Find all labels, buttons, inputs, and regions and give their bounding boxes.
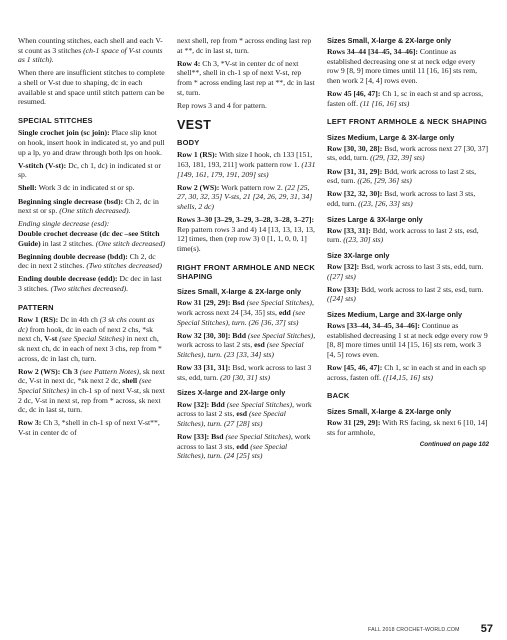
rf-row-33: Row 33 [31, 31]: Bsd, work across to last 3 sts, edd, turn. (20 [30, 31] sts) [177, 363, 312, 382]
pattern-heading: PATTERN [18, 302, 54, 312]
size-subheading: Sizes X-large and 2X-large only [177, 388, 286, 398]
body-row-2: Row 2 (WS): Work pattern row 2. (22 [25, 27, 30, 32, 35] V-sts, 21 [24, 26, 29, 31, 34] shells, 2 dc) [177, 182, 313, 211]
lf-row-30: Row [30, 30, 28]: Bsd, work across next 27 [30, 37] sts, edd, turn. ((29, [32, 39] sts) [327, 143, 489, 163]
pattern-row-3: Row 3: Ch 3, *shell in ch-1 sp of next V-st**, V-st in center dc of [18, 418, 160, 437]
stitch-edd: Ending double decrease (edd): Dc dec in last 3 stitches. (Two stitches decreased). [18, 274, 162, 293]
rf-row-31: Row 31 [29, 29]: Bsd (see Special Stitches), work across next 24 [34, 35] sts, edd (see Special Stitches), turn. (26 [36, 37] sts) [177, 298, 314, 327]
special-stitches-heading: SPECIAL STITCHES [18, 115, 93, 125]
pattern-row-1: Row 1 (RS): Dc in 4th ch (3 sk chs count as dc) from hook, dc in each of next 2 chs, *sk next ch, V-st (see Special Stitches) in next ch, sk next ch, dc in each of next 3 chs, rep from * across, dc in last ch, turn. [18, 315, 162, 363]
left-front-heading: LEFT FRONT ARMHOLE & NECK SHAPING [327, 117, 488, 127]
stitch-bdd: Beginning double decrease (bdd): Ch 2, dc dec in next 2 stitches. (Two stitches decreased) [18, 251, 162, 271]
size-subheading: Sizes Medium, Large & 3X-large only [327, 132, 455, 142]
note-stitch-count: When counting stitches, each shell and each V-st count as 3 stitches (ch-1 space of V-st counts as 1 stitch). [18, 36, 163, 65]
stitch-sc-join: Single crochet join (sc join): Place slip knot on hook, insert hook in indicated st, yo and pull up a lp, yo and draw through both lps on hook. [18, 128, 165, 157]
lf-row-31: Row [31, 31, 29]: Bdd, work across to last 2 sts, esd, turn. ((26, [29, 36] sts) [327, 166, 477, 186]
column-2 [177, 36, 316, 464]
continued-note: Continued on page 102 [419, 440, 489, 448]
note-insufficient-stitches: When there are insufficient stitches to complete a shell or V-st due to shaping, dc in each available st and space until stitch pattern can be resumed. [18, 68, 165, 107]
lf-row-32-3x: Row [32]: Bsd, work across to last 3 sts, edd, turn. ([27] sts) [327, 262, 484, 281]
stitch-shell: Shell: Work 3 dc in indicated st or sp. [18, 183, 135, 193]
size-subheading: Sizes Medium, Large and 3X-large only [327, 310, 463, 320]
page-number: 57 [480, 623, 493, 635]
rf-row-45: Row 45 [46, 47]: Ch 1, sc in each st and sp across, fasten off. (11 [16, 16] sts) [327, 89, 484, 108]
body-row-1: Row 1 (RS): With size I hook, ch 133 [151, 163, 181, 193, 211] work pattern row 1. (131 [149, 161, 179, 191, 209] sts) [177, 150, 316, 179]
vest-heading: VEST [177, 118, 212, 133]
stitch-esd: Ending single decrease (esd): [18, 219, 110, 229]
size-subheading: Sizes Small, X-large & 2X-large only [327, 406, 452, 416]
right-front-heading: RIGHT FRONT ARMHOLE AND NECK SHAPING [177, 262, 315, 281]
size-subheading: Sizes Large & 3X-large only [327, 214, 423, 224]
rf-row-32: Row 32 [30, 30]: Bdd (see Special Stitches), work across to last 2 sts, esd (see Special Stitches), turn. (23 [33, 34] sts) [177, 330, 316, 360]
size-subheading: Sizes Small, X-large & 2X-large only [327, 36, 452, 45]
lf-rows-33-46: Rows [33–44, 34–45, 34–46]: Continue as established decreasing 1 st at neck edge every row 9 [8, 8] more times until 14 [15, 16] sts rem, work 3 [4, 5] rows even. [327, 321, 488, 360]
back-row-31: Row 31 [29, 29]: With RS facing, sk next 6 [10, 14] sts for armhole, [327, 417, 488, 437]
lf-row-45-47: Row [45, 46, 47]: Ch 1, sc in each st and in each sp across, fasten off. ([14,15, 16] sts) [327, 363, 486, 382]
back-heading: BACK [327, 391, 350, 401]
lf-row-32: Row [32, 32, 30]: Bsd, work across to last 3 sts, edd, turn. ((23, [26, 33] sts) [327, 189, 476, 208]
rf-rows-34-44: Rows 34–44 [34–45, 34–46]: Continue as established decreasing one st at neck edge every row 9 [8, 9] more times until 11 [16, 16] sts rem, then work 2 [4, 4] rows even. [327, 47, 478, 85]
pattern-row-4: Row 4: Ch 3, *V-st in center dc of next shell**, shell in ch-1 sp of next V-st, rep from * across ending last rep at **, dc in last st, turn. [177, 58, 315, 97]
pattern-row-3-cont: next shell, rep from * across ending last rep at **, dc in last st, turn. [177, 36, 312, 55]
rf-row-33-xl: Row [33]: Bsd (see Special Stitches), work across to last 3 sts, edd (see Special Stitches), turn. (24 [25] sts) [177, 431, 311, 461]
pattern-repeat-note: Rep rows 3 and 4 for pattern. [177, 100, 267, 110]
column-3 [327, 36, 489, 449]
lf-row-33-3x: Row [33]: Bdd, work across to last 2 sts, esd, turn. ([24] sts) [327, 284, 484, 304]
stitch-dc-dec: Double crochet decrease (dc dec –see Stitch Guide) in last 2 stitches. (One stitch decreased) [18, 228, 166, 248]
stitch-v-stitch: V-stitch (V-st): Dc, ch 1, dc) in indicated st or sp. [18, 160, 161, 180]
column-1 [18, 36, 166, 441]
body-heading: BODY [177, 138, 200, 147]
stitch-bsd: Beginning single decrease (bsd): Ch 2, dc in next st or sp. (One stitch decreased). [18, 196, 159, 216]
pattern-row-2: Row 2 (WS): Ch 3 (see Pattern Notes), sk next dc, V-st in next dc, *sk next 2 dc, shell (see Special Stitches) in ch-1 sp of next V-st, sk next 2 dc, V-st in next st, rep from * across, sk next dc, dc in last st, turn. [18, 366, 165, 415]
rf-row-32-xl: Row [32]: Bdd (see Special Stitches), work across to last 2 sts, esd (see Special Stitches), turn. (27 [28] sts) [177, 399, 312, 428]
size-subheading: Sizes Small, X-large & 2X-large only [177, 287, 302, 297]
lf-row-33: Row [33, 31]: Bdd, work across to last 2 sts, esd, turn. ((23, 30] sts) [327, 225, 479, 245]
page-footer [368, 624, 493, 636]
body-rows-3-30: Rows 3–30 [3–29, 3–29, 3–28, 3–28, 3–27]: Rep pattern rows 3 and 4) 14 [13, 13, 13, 13, 12] times, then (rep row 3) 0 [1, 1, 0, 0, 1] time(s). [177, 215, 315, 253]
size-subheading: Size 3X-large only [327, 250, 390, 260]
footer-issue: FALL 2018 CROCHET-WORLD.COM [368, 627, 460, 633]
